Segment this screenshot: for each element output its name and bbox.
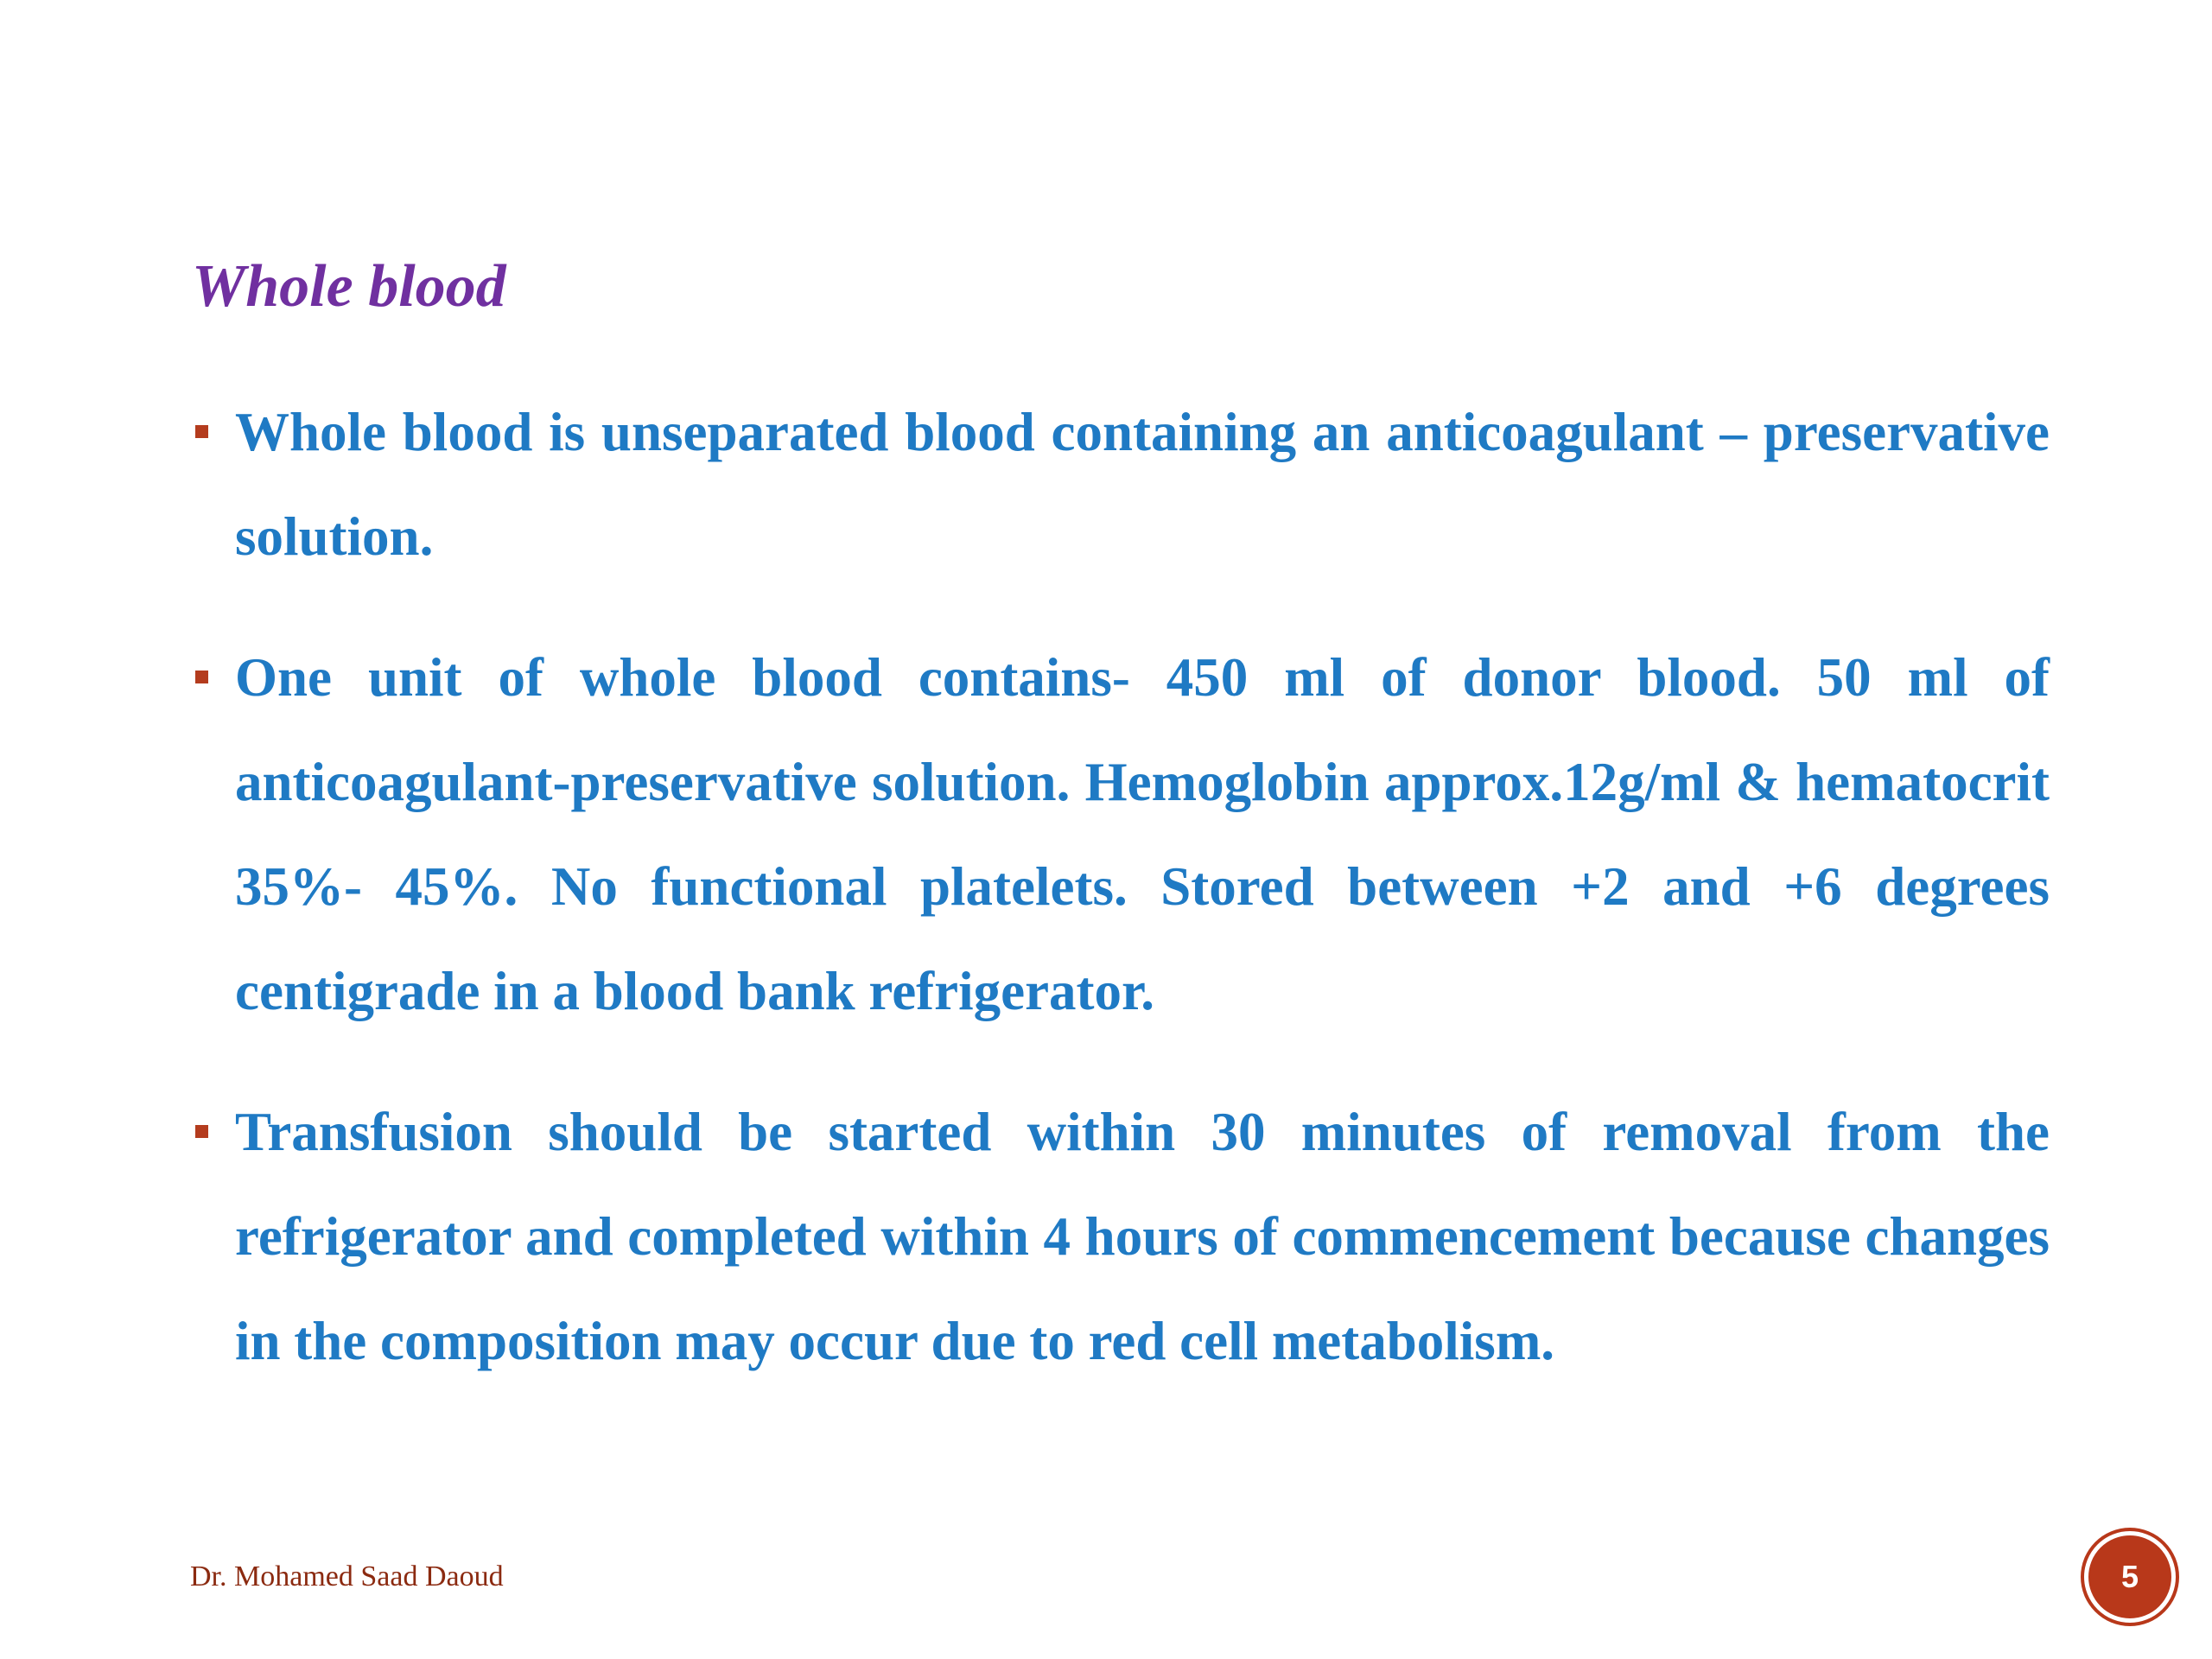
bullet-text: One unit of whole blood contains- 450 ml of donor blood. 50 ml of anticoagulant-preservative solution. Hemoglobin approx.12g/ml & hematocrit 35%- 45%. No functional platelets. Stored between +2 and +6 degrees centigrade in a blood bank refrigerator. (235, 647, 2050, 1021)
bullet-text: Whole blood is unseparated blood containing an anticoagulant – preservative solution. (235, 402, 2050, 567)
bullet-list (192, 380, 2050, 1430)
square-bullet-icon (195, 1125, 208, 1138)
slide-heading: Whole blood (192, 253, 506, 320)
bullet-item (192, 380, 2050, 589)
page-number: 5 (2120, 1559, 2139, 1594)
square-bullet-icon (195, 425, 208, 438)
bullet-text: Transfusion should be started within 30 minutes of removal from the refrigerator and completed within 4 hours of commencement because changes in the composition may occur due to red cell metabolism. (235, 1102, 2050, 1371)
bullet-item (192, 1080, 2050, 1394)
bullet-item (192, 626, 2050, 1044)
footer-author: Dr. Mohamed Saad Daoud (190, 1560, 504, 1592)
square-bullet-icon (195, 671, 208, 683)
page-number-badge (2084, 1531, 2176, 1623)
